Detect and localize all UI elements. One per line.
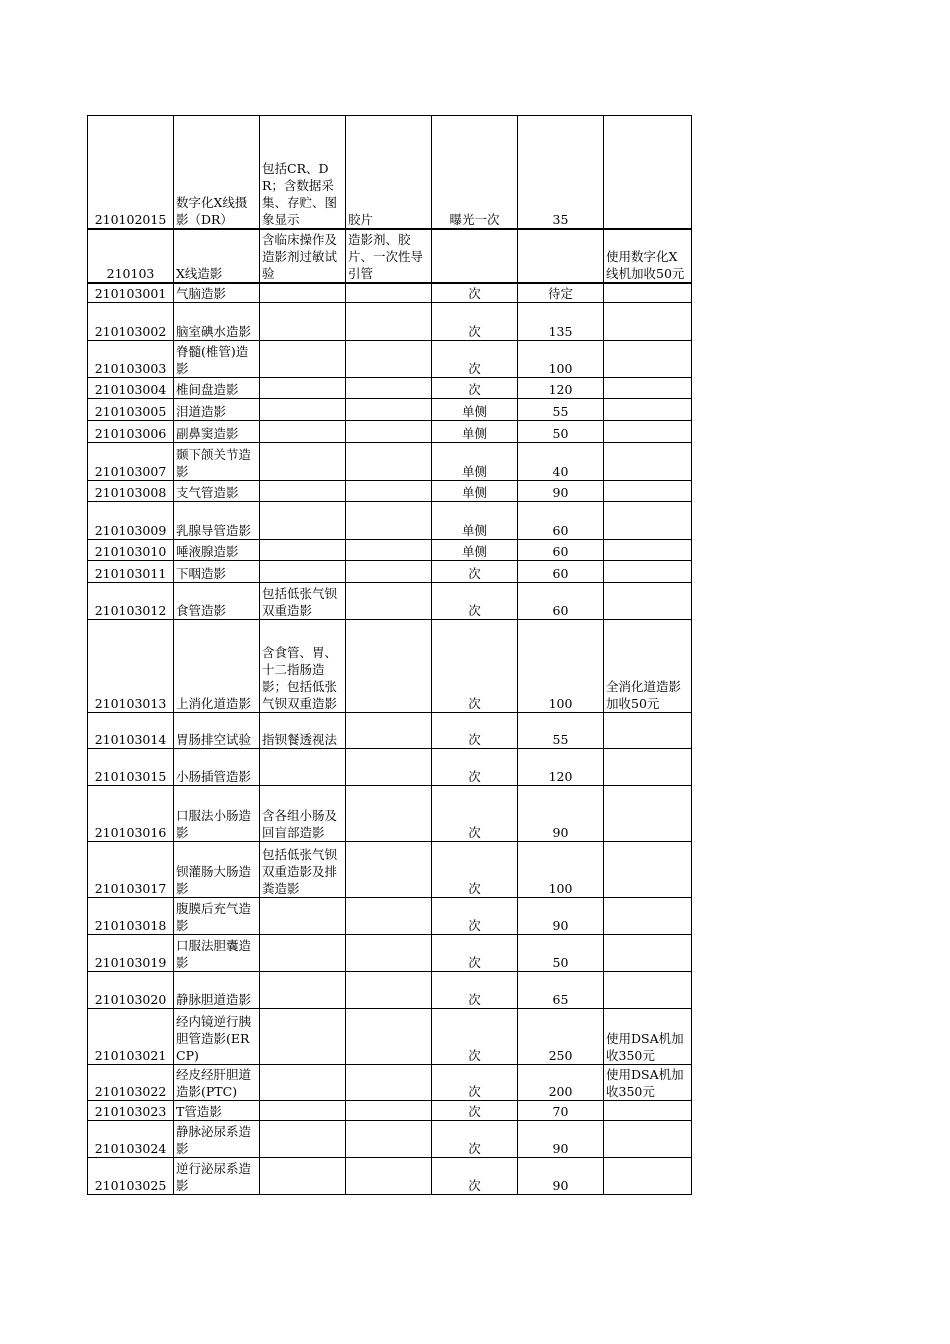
table-row: [88, 229, 692, 283]
cell-unit: 次: [432, 283, 518, 303]
cell-price: 60: [518, 502, 604, 540]
cell-unit: 次: [432, 786, 518, 842]
cell-excl: [346, 749, 432, 786]
cell-content: [260, 399, 346, 421]
cell-code: 210103021: [88, 1009, 174, 1065]
cell-code: 210103007: [88, 443, 174, 481]
cell-price: 90: [518, 1158, 604, 1195]
cell-note: [604, 399, 692, 421]
cell-name: 上消化道造影: [174, 620, 260, 713]
cell-unit: 次: [432, 713, 518, 749]
cell-name: 静脉泌尿系造影: [174, 1121, 260, 1158]
cell-name: X线造影: [174, 229, 260, 283]
cell-code: 210103017: [88, 842, 174, 898]
table-row: [88, 421, 692, 443]
table-row: [88, 561, 692, 583]
table-row: [88, 972, 692, 1009]
cell-unit: 次: [432, 341, 518, 378]
cell-name: 口服法小肠造影: [174, 786, 260, 842]
table-row: [88, 443, 692, 481]
cell-name: 下咽造影: [174, 561, 260, 583]
cell-unit: 单侧: [432, 502, 518, 540]
cell-name: 静脉胆道造影: [174, 972, 260, 1009]
cell-unit: 次: [432, 378, 518, 399]
cell-unit: 曝光一次: [432, 116, 518, 229]
cell-note: 使用DSA机加收350元: [604, 1065, 692, 1101]
cell-content: [260, 561, 346, 583]
cell-unit: [432, 229, 518, 283]
cell-name: 椎间盘造影: [174, 378, 260, 399]
cell-note: [604, 443, 692, 481]
cell-price: 135: [518, 303, 604, 341]
cell-content: 包括CR、DR；含数据采集、存贮、图象显示: [260, 116, 346, 229]
cell-code: 210103023: [88, 1101, 174, 1121]
cell-name: 脑室碘水造影: [174, 303, 260, 341]
cell-price: 120: [518, 378, 604, 399]
cell-note: [604, 1158, 692, 1195]
cell-name: 脊髓(椎管)造影: [174, 341, 260, 378]
cell-name: 逆行泌尿系造影: [174, 1158, 260, 1195]
cell-code: 210103015: [88, 749, 174, 786]
cell-excl: [346, 1065, 432, 1101]
cell-note: [604, 1101, 692, 1121]
cell-excl: [346, 540, 432, 561]
cell-note: [604, 713, 692, 749]
table-row: [88, 583, 692, 620]
cell-note: [604, 842, 692, 898]
cell-code: 210103001: [88, 283, 174, 303]
cell-name: 唾液腺造影: [174, 540, 260, 561]
table-row: [88, 283, 692, 303]
cell-note: [604, 561, 692, 583]
cell-price: 200: [518, 1065, 604, 1101]
cell-content: [260, 303, 346, 341]
cell-excl: [346, 1158, 432, 1195]
cell-price: 90: [518, 786, 604, 842]
cell-content: [260, 540, 346, 561]
cell-code: 210103004: [88, 378, 174, 399]
cell-name: 口服法胆囊造影: [174, 935, 260, 972]
cell-excl: [346, 443, 432, 481]
cell-note: [604, 583, 692, 620]
table-row: [88, 1009, 692, 1065]
cell-content: [260, 1101, 346, 1121]
cell-content: [260, 481, 346, 502]
cell-excl: [346, 502, 432, 540]
cell-name: 支气管造影: [174, 481, 260, 502]
cell-content: [260, 502, 346, 540]
cell-code: 210103006: [88, 421, 174, 443]
cell-name: 钡灌肠大肠造影: [174, 842, 260, 898]
cell-unit: 次: [432, 561, 518, 583]
cell-excl: [346, 935, 432, 972]
table-row: [88, 481, 692, 502]
cell-name: T管造影: [174, 1101, 260, 1121]
cell-unit: 单侧: [432, 443, 518, 481]
cell-unit: 次: [432, 749, 518, 786]
cell-content: 含各组小肠及回盲部造影: [260, 786, 346, 842]
cell-note: [604, 1121, 692, 1158]
cell-excl: [346, 1009, 432, 1065]
cell-code: 210103024: [88, 1121, 174, 1158]
cell-price: 120: [518, 749, 604, 786]
cell-unit: 单侧: [432, 481, 518, 502]
cell-note: [604, 421, 692, 443]
cell-content: [260, 341, 346, 378]
cell-price: 90: [518, 481, 604, 502]
cell-name: 气脑造影: [174, 283, 260, 303]
cell-unit: 单侧: [432, 540, 518, 561]
cell-unit: 次: [432, 935, 518, 972]
cell-note: [604, 283, 692, 303]
cell-excl: [346, 421, 432, 443]
cell-name: 泪道造影: [174, 399, 260, 421]
cell-price: 65: [518, 972, 604, 1009]
cell-excl: [346, 341, 432, 378]
cell-name: 颞下颌关节造影: [174, 443, 260, 481]
cell-note: [604, 749, 692, 786]
cell-code: 210102015: [88, 116, 174, 229]
cell-name: 数字化X线摄影（DR）: [174, 116, 260, 229]
cell-price: 60: [518, 561, 604, 583]
cell-code: 210103025: [88, 1158, 174, 1195]
cell-note: 使用DSA机加收350元: [604, 1009, 692, 1065]
cell-content: [260, 1009, 346, 1065]
cell-unit: 次: [432, 1065, 518, 1101]
table-row: [88, 341, 692, 378]
table-row: [88, 786, 692, 842]
cell-name: 胃肠排空试验: [174, 713, 260, 749]
cell-excl: [346, 786, 432, 842]
cell-note: [604, 303, 692, 341]
cell-unit: 单侧: [432, 421, 518, 443]
cell-name: 食管造影: [174, 583, 260, 620]
cell-price: 35: [518, 116, 604, 229]
cell-content: [260, 443, 346, 481]
cell-price: 50: [518, 421, 604, 443]
cell-code: 210103012: [88, 583, 174, 620]
cell-price: 100: [518, 842, 604, 898]
cell-price: 100: [518, 341, 604, 378]
cell-note: [604, 378, 692, 399]
cell-note: [604, 972, 692, 1009]
cell-excl: [346, 481, 432, 502]
table-row: [88, 1158, 692, 1195]
cell-note: [604, 116, 692, 229]
cell-note: [604, 935, 692, 972]
cell-note: 使用数字化X线机加收50元: [604, 229, 692, 283]
cell-unit: 次: [432, 620, 518, 713]
cell-price: 待定: [518, 283, 604, 303]
table-row: [88, 1121, 692, 1158]
cell-price: 60: [518, 583, 604, 620]
cell-content: 含临床操作及造影剂过敏试验: [260, 229, 346, 283]
cell-name: 副鼻窦造影: [174, 421, 260, 443]
cell-code: 210103003: [88, 341, 174, 378]
cell-unit: 次: [432, 972, 518, 1009]
cell-note: [604, 481, 692, 502]
cell-price: [518, 229, 604, 283]
table-row: [88, 303, 692, 341]
cell-code: 210103009: [88, 502, 174, 540]
cell-name: 经内镜逆行胰胆管造影(ERCP): [174, 1009, 260, 1065]
cell-excl: [346, 583, 432, 620]
cell-unit: 次: [432, 898, 518, 935]
cell-code: 210103: [88, 229, 174, 283]
cell-unit: 次: [432, 303, 518, 341]
cell-code: 210103002: [88, 303, 174, 341]
cell-note: [604, 786, 692, 842]
cell-note: [604, 341, 692, 378]
cell-content: 指钡餐透视法: [260, 713, 346, 749]
cell-code: 210103022: [88, 1065, 174, 1101]
table-row: [88, 935, 692, 972]
cell-note: [604, 898, 692, 935]
table-row: [88, 1101, 692, 1121]
cell-excl: [346, 399, 432, 421]
cell-unit: 次: [432, 1101, 518, 1121]
cell-code: 210103016: [88, 786, 174, 842]
table-row: [88, 116, 692, 229]
cell-excl: [346, 972, 432, 1009]
cell-code: 210103019: [88, 935, 174, 972]
cell-unit: 次: [432, 842, 518, 898]
table-row: [88, 713, 692, 749]
cell-price: 60: [518, 540, 604, 561]
cell-content: [260, 283, 346, 303]
table-row: [88, 749, 692, 786]
cell-code: 210103013: [88, 620, 174, 713]
cell-unit: 次: [432, 1121, 518, 1158]
cell-excl: [346, 561, 432, 583]
cell-excl: 造影剂、胶片、一次性导引管: [346, 229, 432, 283]
cell-price: 90: [518, 1121, 604, 1158]
cell-note: [604, 540, 692, 561]
cell-excl: 胶片: [346, 116, 432, 229]
price-table: [87, 115, 692, 1195]
cell-excl: [346, 898, 432, 935]
table-row: [88, 399, 692, 421]
cell-name: 小肠插管造影: [174, 749, 260, 786]
cell-code: 210103020: [88, 972, 174, 1009]
cell-excl: [346, 378, 432, 399]
cell-excl: [346, 303, 432, 341]
cell-content: 含食管、胃、十二指肠造影；包括低张气钡双重造影: [260, 620, 346, 713]
cell-unit: 次: [432, 1158, 518, 1195]
cell-price: 100: [518, 620, 604, 713]
cell-price: 50: [518, 935, 604, 972]
cell-content: 包括低张气钡双重造影: [260, 583, 346, 620]
cell-unit: 次: [432, 1009, 518, 1065]
cell-price: 70: [518, 1101, 604, 1121]
cell-price: 40: [518, 443, 604, 481]
cell-price: 55: [518, 399, 604, 421]
cell-code: 210103010: [88, 540, 174, 561]
cell-content: [260, 749, 346, 786]
cell-content: [260, 421, 346, 443]
table-row: [88, 620, 692, 713]
cell-content: 包括低张气钡双重造影及排粪造影: [260, 842, 346, 898]
cell-content: [260, 1121, 346, 1158]
cell-price: 250: [518, 1009, 604, 1065]
cell-content: [260, 378, 346, 399]
table-row: [88, 842, 692, 898]
cell-excl: [346, 713, 432, 749]
table-row: [88, 378, 692, 399]
cell-excl: [346, 283, 432, 303]
cell-excl: [346, 620, 432, 713]
cell-content: [260, 935, 346, 972]
table-row: [88, 898, 692, 935]
cell-note: 全消化道造影加收50元: [604, 620, 692, 713]
cell-code: 210103018: [88, 898, 174, 935]
cell-unit: 次: [432, 583, 518, 620]
cell-code: 210103008: [88, 481, 174, 502]
cell-content: [260, 972, 346, 1009]
cell-unit: 单侧: [432, 399, 518, 421]
table-row: [88, 1065, 692, 1101]
cell-price: 90: [518, 898, 604, 935]
cell-code: 210103014: [88, 713, 174, 749]
cell-price: 55: [518, 713, 604, 749]
cell-content: [260, 1158, 346, 1195]
table-row: [88, 540, 692, 561]
cell-name: 腹膜后充气造影: [174, 898, 260, 935]
cell-code: 210103011: [88, 561, 174, 583]
cell-code: 210103005: [88, 399, 174, 421]
cell-excl: [346, 1101, 432, 1121]
cell-note: [604, 502, 692, 540]
cell-excl: [346, 842, 432, 898]
cell-excl: [346, 1121, 432, 1158]
cell-name: 经皮经肝胆道造影(PTC): [174, 1065, 260, 1101]
table-row: [88, 502, 692, 540]
cell-content: [260, 1065, 346, 1101]
cell-content: [260, 898, 346, 935]
cell-name: 乳腺导管造影: [174, 502, 260, 540]
